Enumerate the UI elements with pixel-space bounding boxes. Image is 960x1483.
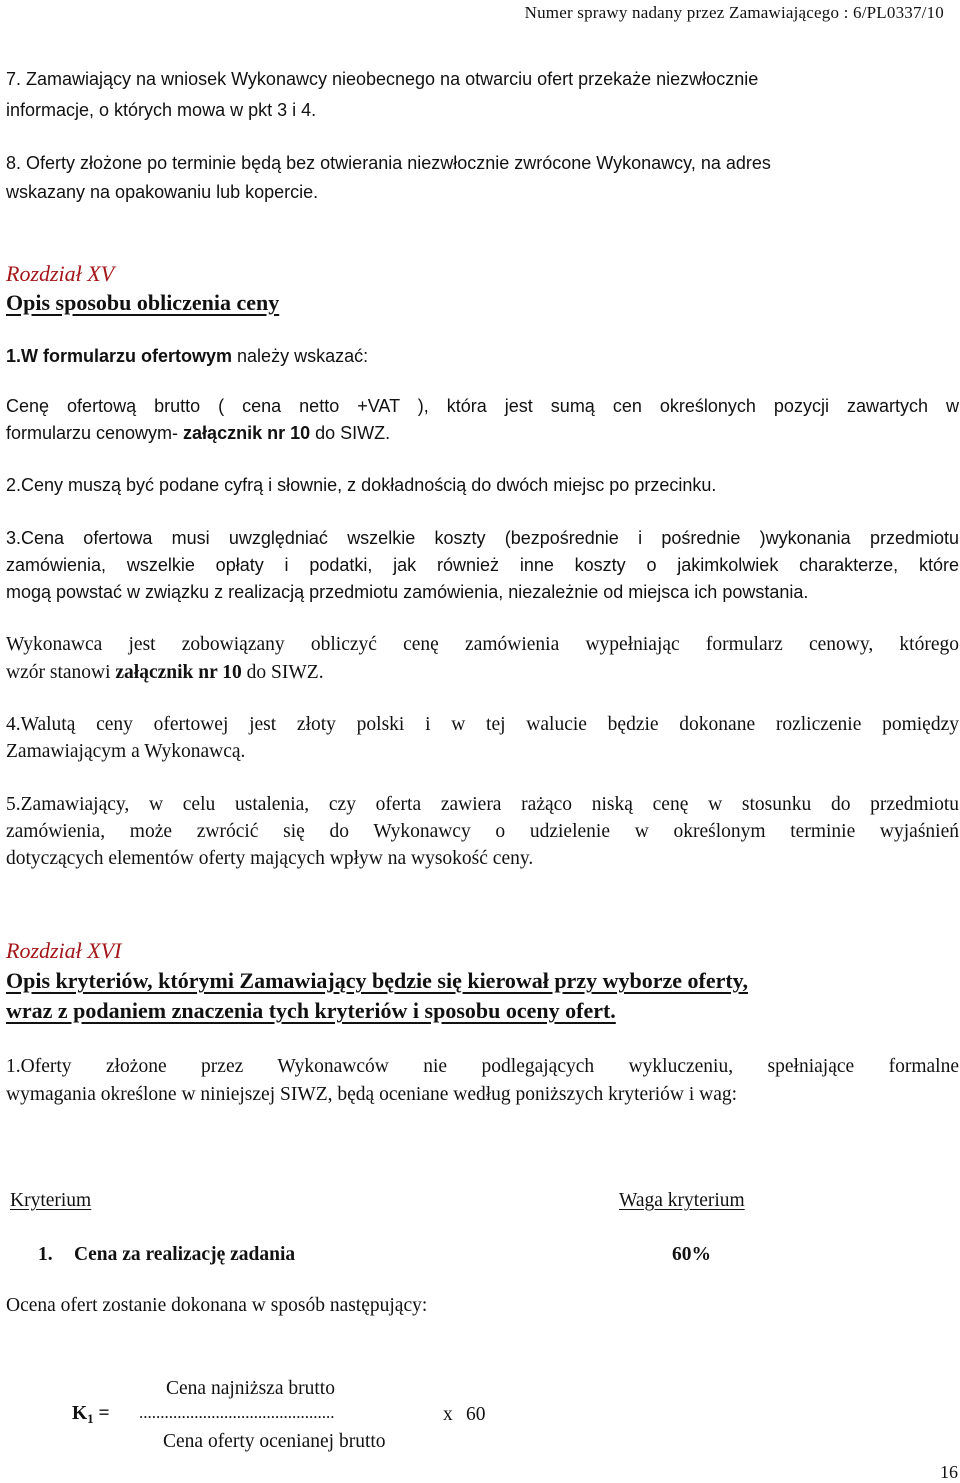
chapter-15-title: Opis sposobu obliczenia ceny <box>6 290 280 315</box>
formula-numerator: Cena najniższa brutto <box>166 1378 335 1399</box>
ch16-item-1-line-2: wymagania określone w niniejszej SIWZ, będą oceniane według poniższych kryteriów i wag: <box>6 1084 738 1105</box>
chapter-16-title-line-2: wraz z podaniem znaczenia tych kryteriów i sposobu oceny ofert. <box>6 998 616 1023</box>
weight-column-header: Waga kryterium <box>619 1190 745 1211</box>
formula-subscript: 1 <box>87 1411 94 1426</box>
ch15-item-5-line-1: 5.Zamawiający, w celu ustalenia, czy oferta zawiera rażąco niską cenę w stosunku do przedmiotu <box>6 794 959 815</box>
ch15-item-3-line-3: mogą powstać w związku z realizacją przedmiotu zamówienia, niezależnie od miejsca ich powstania. <box>6 582 809 602</box>
ch16-item-1-line-1: 1.Oferty złożone przez Wykonawców nie podlegających wykluczeniu, spełniające formalne <box>6 1056 959 1077</box>
ch15-item-2: 2.Ceny muszą być podane cyfrą i słownie, z dokładnością do dwóch miejsc po przecinku. <box>6 475 717 495</box>
criterion-row-1-weight: 60% <box>672 1244 711 1265</box>
item-7-line-2: informacje, o których mowa w pkt 3 i 4. <box>6 100 317 120</box>
ch15-item-3-line-1: 3.Cena ofertowa musi uwzględniać wszelkie koszty (bezpośrednie i pośrednie )wykonania przedmiotu <box>6 528 959 548</box>
formula-multiplier: 60 <box>466 1404 486 1425</box>
formula-k: K <box>72 1403 88 1424</box>
item-8-line-2: wskazany na opakowaniu lub kopercie. <box>6 182 319 202</box>
ch15-item-1b-line-2 <box>6 424 390 442</box>
ch15-item-3-line-2: zamówienia, wszelkie opłaty i podatki, jak również inne koszty o jakimkolwiek charakterze, które <box>6 555 959 575</box>
criterion-row-1-number: 1. <box>38 1244 53 1265</box>
chapter-16-heading: Rozdział XVI <box>6 938 122 963</box>
attachment-ref: załącznik nr 10 <box>183 423 311 443</box>
ch15-item-1-bold: 1.W formularzu ofertowym <box>6 346 233 366</box>
ch15-item-4-line-1: 4.Walutą ceny ofertowej jest złoty polski i w tej walucie będzie dokonane rozliczenie pomiędzy <box>6 714 959 735</box>
evaluation-method-text: Ocena ofert zostanie dokonana w sposób następujący: <box>6 1295 428 1316</box>
attachment-ref-2: załącznik nr 10 <box>115 662 242 683</box>
formula-denominator: Cena oferty ocenianej brutto <box>163 1431 386 1452</box>
chapter-15-heading: Rozdział XV <box>6 261 115 286</box>
chapter-16-title-line-1: Opis kryteriów, którymi Zamawiający będzie się kierował przy wyborze oferty, <box>6 968 748 993</box>
ch15-item-3b-line-1: Wykonawca jest zobowiązany obliczyć cenę zamówienia wypełniając formularz cenowy, którego <box>6 634 959 655</box>
ch15-item-3b-line-2 <box>6 663 324 683</box>
item-8-line-1: 8. Oferty złożone po terminie będą bez otwierania niezwłocznie zwrócone Wykonawcy, na adres <box>6 153 771 173</box>
ch15-item-5-line-2: zamówienia, może zwrócić się do Wykonawcy o udzielenie w określonym terminie wyjaśnień <box>6 821 959 842</box>
ch15-item-1 <box>6 347 368 365</box>
formula-equals: = <box>93 1403 110 1424</box>
ch15-item-5-line-3: dotyczących elementów oferty mających wpływ na wysokość ceny. <box>6 848 534 869</box>
item-7-line-1: 7. Zamawiający na wniosek Wykonawcy nieobecnego na otwarciu ofert przekaże niezwłocznie <box>6 69 759 89</box>
page-number: 16 <box>940 1462 958 1482</box>
ch15-item-4-line-2: Zamawiającym a Wykonawcą. <box>6 741 246 762</box>
criterion-row-1-name: Cena za realizację zadania <box>74 1244 296 1265</box>
ch15-item-3b-tail: do SIWZ. <box>241 662 324 683</box>
ch15-item-1b-tail: do SIWZ. <box>310 423 391 443</box>
criterion-column-header: Kryterium <box>10 1190 92 1211</box>
document-header: Numer sprawy nadany przez Zamawiającego : 6/PL0337/10 <box>524 3 944 22</box>
formula-lhs <box>72 1403 110 1427</box>
ch15-item-1-rest: należy wskazać: <box>232 346 369 366</box>
ch15-item-1b-text: formularzu cenowym- <box>6 423 184 443</box>
ch15-item-1b-line-1: Cenę ofertową brutto ( cena netto +VAT ), która jest sumą cen określonych pozycji zawartych w <box>6 396 959 416</box>
ch15-item-3b-text: wzór stanowi <box>6 662 116 683</box>
formula-fraction-line: .............................................. <box>139 1403 335 1422</box>
formula-times: x <box>443 1404 453 1425</box>
